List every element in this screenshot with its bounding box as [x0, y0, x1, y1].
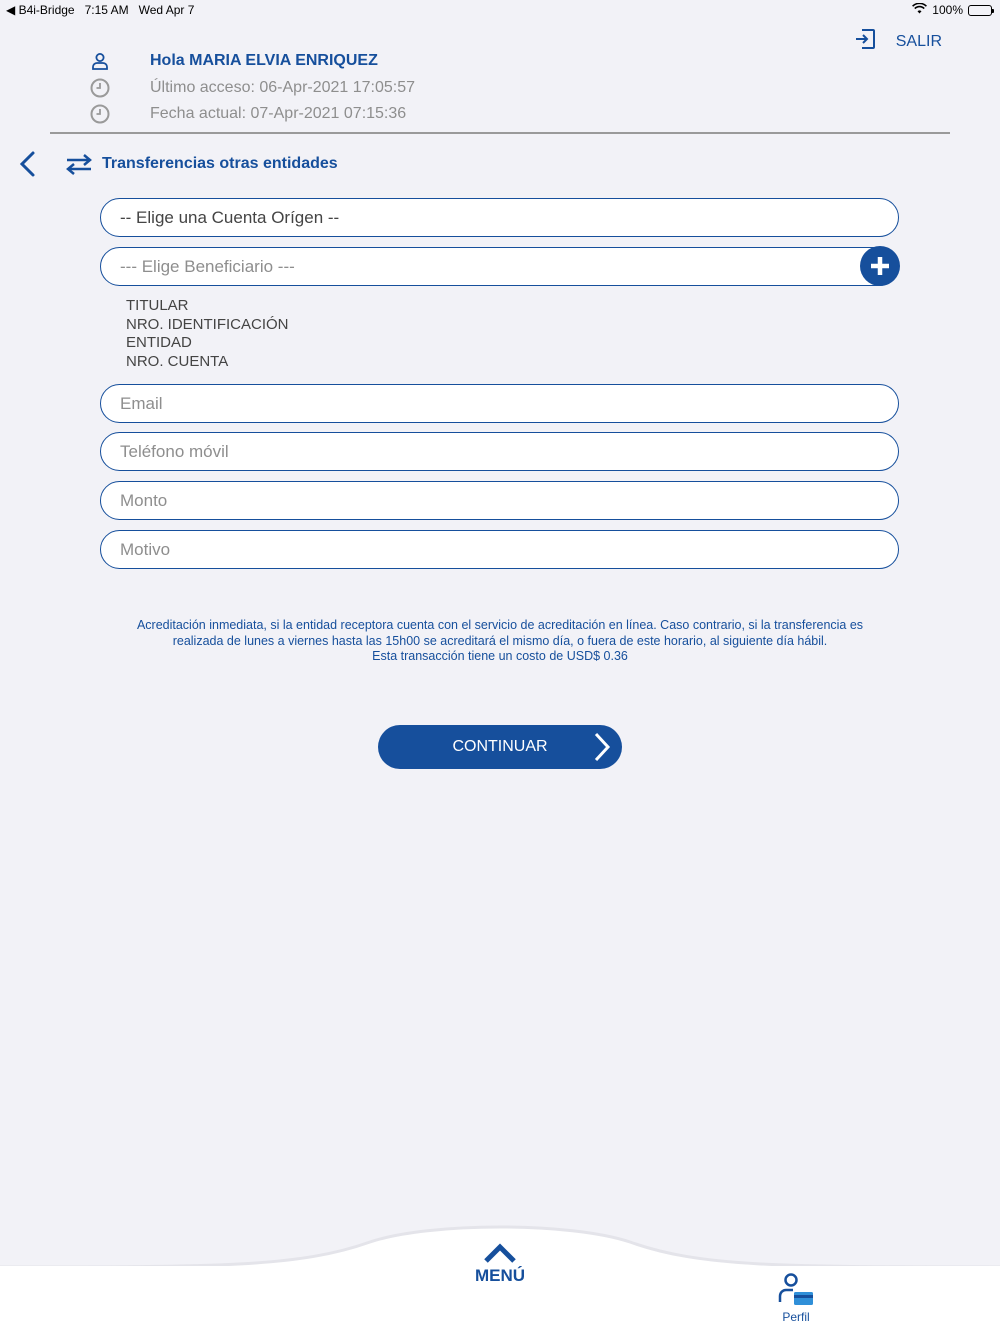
- last-access: Último acceso: 06-Apr-2021 17:05:57: [150, 78, 416, 96]
- profile-label: Perfil: [782, 1310, 810, 1324]
- transfer-notice: [100, 618, 900, 665]
- greeting: Hola MARIA ELVIA ENRIQUEZ: [150, 52, 378, 70]
- reason-field[interactable]: [120, 540, 898, 560]
- bottom-navigation: [0, 1212, 1000, 1334]
- email-field-wrapper: [100, 384, 899, 423]
- clock-icon: [88, 78, 112, 98]
- back-to-app-link[interactable]: ◀ B4i-Bridge: [6, 3, 75, 17]
- amount-field[interactable]: [120, 491, 898, 511]
- clock-icon: [88, 104, 112, 124]
- notice-line-2: realizada de lunes a viernes hasta las 15h00 se acreditará el mismo día, o fuera de este horario, al siguiente día hábil.: [172, 633, 828, 648]
- back-button[interactable]: [18, 149, 40, 179]
- continue-button[interactable]: [378, 725, 622, 769]
- notice-line-1: Acreditación inmediata, si la entidad receptora cuenta con el servicio de acreditación en línea. Caso contrario, si la transferencia es: [136, 618, 864, 632]
- battery-percentage: 100%: [932, 3, 963, 17]
- reason-field-wrapper: [100, 530, 899, 569]
- origin-account-value: -- Elige una Cuenta Orígen --: [120, 207, 340, 227]
- phone-field-wrapper: [100, 432, 899, 471]
- beneficiary-value: --- Elige Beneficiario ---: [120, 256, 295, 276]
- logout-label: SALIR: [895, 32, 942, 50]
- amount-field-wrapper: [100, 481, 899, 520]
- menu-button[interactable]: [460, 1242, 540, 1286]
- status-date: Wed Apr 7: [138, 3, 195, 17]
- beneficiary-id-label: NRO. IDENTIFICACIÓN: [126, 315, 289, 333]
- profile-tab[interactable]: [768, 1272, 824, 1324]
- current-date: Fecha actual: 07-Apr-2021 07:15:36: [150, 105, 407, 123]
- status-time: 7:15 AM: [84, 3, 129, 17]
- beneficiary-holder-label: TITULAR: [126, 297, 189, 314]
- page-header: [18, 148, 338, 180]
- user-icon: [88, 52, 112, 70]
- logout-icon: [854, 28, 876, 55]
- phone-field[interactable]: [120, 442, 898, 462]
- add-beneficiary-button[interactable]: [860, 246, 900, 286]
- header-divider: [50, 132, 950, 134]
- email-field[interactable]: [120, 394, 898, 414]
- beneficiary-select[interactable]: [100, 247, 899, 286]
- notice-line-3: Esta transacción tiene un costo de USD$ 0.36: [372, 649, 628, 663]
- menu-label: MENÚ: [474, 1266, 526, 1285]
- beneficiary-entity-label: ENTIDAD: [126, 334, 192, 351]
- wifi-icon: [912, 3, 927, 17]
- transfer-icon: [66, 153, 92, 175]
- status-bar: [0, 0, 1000, 20]
- profile-card-icon: [777, 1272, 815, 1308]
- origin-account-select[interactable]: [100, 198, 899, 237]
- beneficiary-account-label: NRO. CUENTA: [126, 352, 229, 370]
- chevron-up-icon: [483, 1242, 517, 1264]
- page-title: Transferencias otras entidades: [102, 155, 338, 172]
- chevron-right-icon: [592, 731, 612, 768]
- battery-icon: [968, 5, 992, 16]
- plus-icon: [869, 255, 891, 277]
- chevron-left-icon: [18, 150, 36, 178]
- continue-label: CONTINUAR: [452, 738, 548, 755]
- user-info: [88, 48, 415, 128]
- logout-button[interactable]: [854, 28, 942, 55]
- beneficiary-details: [126, 297, 289, 371]
